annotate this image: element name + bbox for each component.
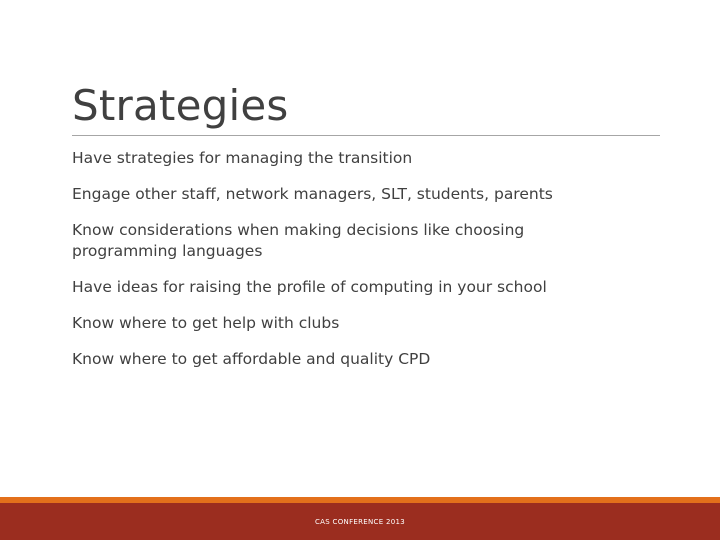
bullet-list — [72, 148, 632, 385]
bullet-item: Have ideas for raising the profile of computing in your school — [72, 278, 547, 296]
slide-title: Strategies — [72, 81, 289, 130]
title-divider — [72, 135, 660, 136]
bullet-item: Know considerations when making decisions like choosing programming languages — [72, 221, 525, 260]
footer-text: CAS CONFERENCE 2013 — [314, 518, 405, 526]
bullet-item: Know where to get help with clubs — [72, 314, 340, 332]
bullet-item: Know where to get affordable and quality CPD — [72, 350, 431, 368]
bullet-item: Engage other staff, network managers, SLT, students, parents — [72, 185, 553, 203]
bullet-item: Have strategies for managing the transition — [72, 149, 413, 167]
